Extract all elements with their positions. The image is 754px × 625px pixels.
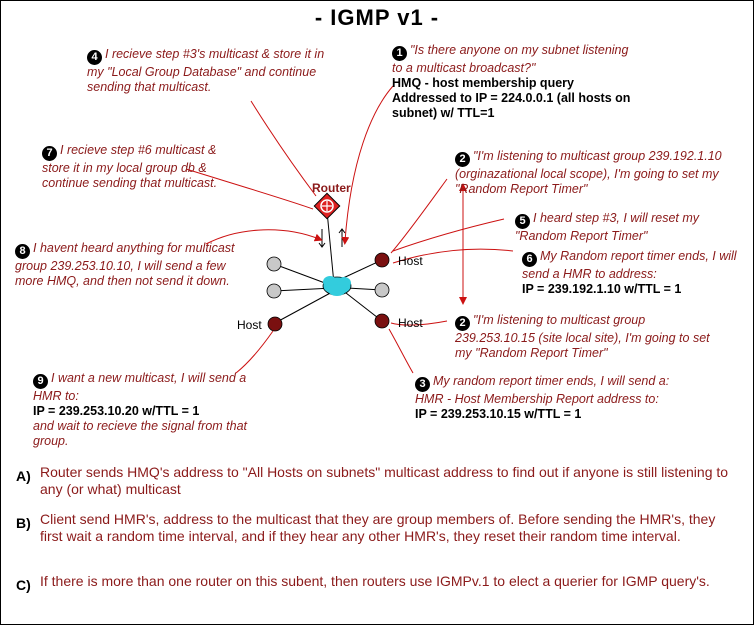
note-step-5-text: I heard step #3, I will reset my "Random Report Timer" [515,211,700,243]
step-badge: 3 [415,377,430,392]
explanation-text: Client send HMR's, address to the multicast that they are group members of. Before sending the HMR's, they first wait a random time interval, and if they hear any other HMR's, they reset their random time interval. [40,511,716,544]
step-badge: 8 [15,244,30,259]
router-flow-arrows [319,229,345,247]
explanation-c [16,573,740,593]
host-label-bottom-right: Host [398,316,423,330]
step-badge: 2 [455,316,470,331]
note-step-8 [15,241,255,289]
explanation-a [16,464,740,498]
step-badge: 7 [42,146,57,161]
host-label-left: Host [237,318,262,332]
note-step-6-ip: IP = 239.192.1.10 w/TTL = 1 [522,282,682,296]
note-step-3 [415,374,685,422]
host-node-left [268,317,282,331]
explanation-text: If there is more than one router on this subent, then routers use IGMPv.1 to elect a querier for IGMP query's. [40,573,710,589]
note-step-1 [392,43,632,121]
step-badge: 9 [33,374,48,389]
host-node-top-right [375,253,389,267]
note-step-2-site [455,313,715,361]
explanation-letter: C) [16,577,31,593]
note-step-7 [42,143,222,191]
router-label: Router [312,181,351,195]
note-step-4-text: I recieve step #3's multicast & store it in my "Local Group Database" and continue sending that multicast. [87,47,325,94]
network-links [274,211,382,323]
step-badge: 5 [515,214,530,229]
note-step-9 [33,371,253,449]
note-step-3-ip: IP = 239.253.10.15 w/TTL = 1 [415,407,582,421]
note-step-3-text: My random report timer ends, I will send a: HMR - Host Membership Report address to: [415,374,670,406]
note-step-1-detail: HMQ - host membership query Addressed to IP = 224.0.0.1 (all hosts on subnet) w/ TTL=1 [392,76,631,120]
host-node-bottom-right [375,314,389,328]
note-step-2-org [455,149,754,197]
note-step-9-ip: IP = 239.253.10.20 w/TTL = 1 [33,404,200,418]
note-step-9-text: I want a new multicast, I will send a HMR to: [33,371,247,403]
diagram-title: - IGMP v1 - [314,5,440,30]
explanation-b [16,511,740,545]
explanation-text: Router sends HMQ's address to "All Hosts on subnets" multicast address to find out if anyone is still listening to any (or what) multicast [40,464,729,497]
note-step-5 [515,211,725,244]
note-step-4 [87,47,327,95]
node-gray-right [375,283,389,297]
explanation-letter: B) [16,515,31,531]
note-step-9-text-2: and wait to recieve the signal from that group. [33,419,248,448]
note-step-6-text: My Random report timer ends, I will send a HMR to address: [522,249,737,281]
note-step-2-org-text: "I'm listening to multicast group 239.192.1.10 (orginazational local scope), I'm going to set my "Random Report Timer" [455,149,722,196]
note-step-8-text: I havent heard anything for multicast group 239.253.10.10, I will send a few more HMQ, and then not send it down. [15,241,235,288]
router-icon [314,193,339,218]
note-step-7-text: I recieve step #6 multicast & store it in my local group db & continue sending that multicast. [42,143,218,190]
step-badge: 6 [522,252,537,267]
step-badge: 2 [455,152,470,167]
host-label-top-right: Host [398,254,423,268]
note-step-2-site-text: "I'm listening to multicast group 239.253.10.15 (site local site), I'm going to set my "Random Report Timer" [455,313,710,360]
explanation-letter: A) [16,468,31,484]
node-gray-upper-left [267,257,281,271]
note-step-6 [522,249,750,297]
step-badge: 4 [87,50,102,65]
note-step-1-question: "Is there anyone on my subnet listening to a multicast broadcast?" [392,43,629,75]
step-badge: 1 [392,46,407,61]
node-gray-left [267,284,281,298]
